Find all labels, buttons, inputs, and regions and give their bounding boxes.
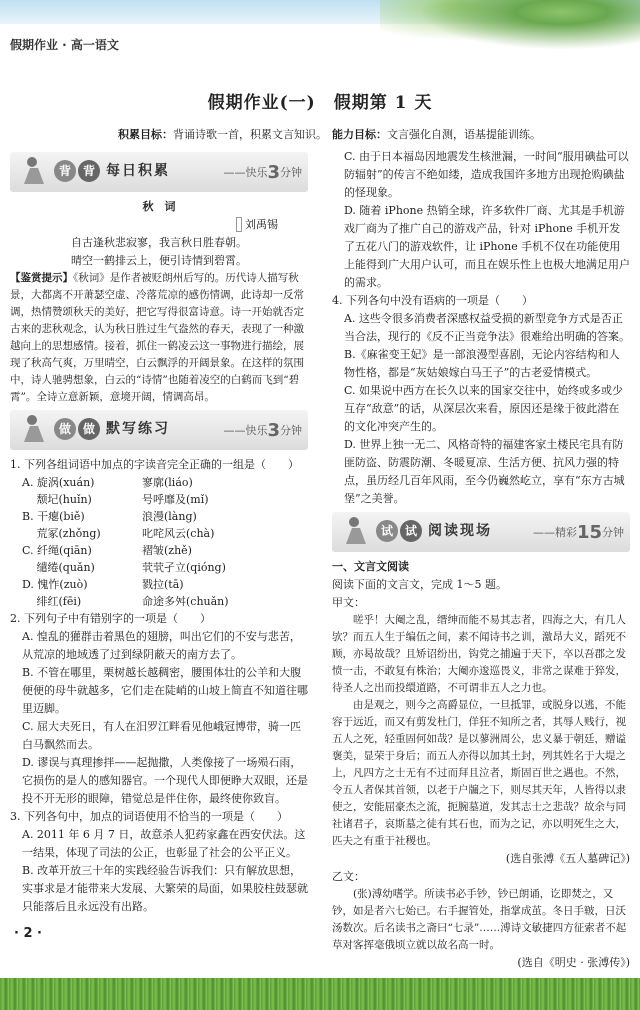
right-column bbox=[332, 148, 630, 972]
q2-stem: 2. 下列句子中有错别字的一项是（ ） bbox=[10, 612, 211, 625]
banner-title: 默写练习 bbox=[106, 421, 170, 437]
section-banner-dictation bbox=[10, 410, 308, 450]
goal-accumulation-text: 背诵诗歌一首，积累文言知识。 bbox=[173, 128, 327, 141]
passage-b-label: 乙文： bbox=[332, 870, 365, 883]
q3-option: B. 改革开放三十年的实践经验告诉我们：只有解放思想，实事求是才能带来大发展、大繁荣的局面，如果胶柱鼓瑟就只能落后且永远没有出路。 bbox=[22, 864, 308, 913]
page-number: · 2 · bbox=[14, 926, 42, 941]
goal-ability bbox=[332, 126, 541, 142]
poem-author: 刘禹锡 bbox=[10, 216, 278, 234]
q2-option: A. 惶乱的獾群击着黑色的翅膀，叫出它们的不安与悲苦，从荒凉的地域透了过到绿阴蔽天的南方去了。 bbox=[22, 630, 301, 661]
goal-accumulation-label: 积累目标： bbox=[118, 128, 173, 141]
q4-option: B.《麻雀变王妃》是一部浪漫型喜剧，无论内容结构和人物性格，都是“灰姑娘嫁白马王子”的古老爱情模式。 bbox=[344, 348, 620, 379]
leaves-decoration bbox=[380, 0, 640, 60]
banner-time: ——精彩15分钟 bbox=[532, 522, 624, 543]
left-column bbox=[10, 148, 308, 916]
reading-heading: 一、文言文阅读 bbox=[332, 560, 409, 573]
passage-b-source: (选自《明史 · 张溥传》) bbox=[517, 956, 630, 969]
q3-option: C. 由于日本福岛因地震发生核泄漏，一时间“服用碘盐可以防辐射”的传言不绝如缕，造成我国许多地方出现抢购碘盐的怪现象。 bbox=[344, 150, 629, 199]
q4-option: D. 世界上独一无二、风格奇特的福建客家土楼民宅具有防匪防盗、防震防潮、冬暖夏凉、生活方便、抗风力强的特点，虽历经几百年风雨，至今仍巍然屹立，享有“东方古城堡”之美誉。 bbox=[344, 438, 625, 505]
q4-option: A. 这些令很多消费者深感权益受损的新型竞争方式是否正当合法，现行的《反不正当竞争法》很难给出明确的答案。 bbox=[344, 312, 630, 343]
running-header: 假期作业 · 高一语文 bbox=[10, 38, 119, 52]
q3-option: D. 随着 iPhone 热销全球，许多软件厂商、尤其是手机游戏厂商为了推广自己的游戏产品，针对 iPhone 手机开发了五花八门的游戏软件，让 iPhone 手机不仅在功能使用上能得到广大用户认可，而且在娱乐性上也极大地满足用户的需求。 bbox=[344, 204, 630, 289]
grass-decoration bbox=[0, 978, 640, 1010]
student-figure-icon bbox=[338, 514, 372, 548]
q3-option: A. 2011 年 6 月 7 日，故意杀人犯药家鑫在西安伏法。这一结果，体现了司法的公正，也彰显了社会的公平正义。 bbox=[22, 828, 306, 859]
section-banner-daily bbox=[10, 152, 308, 192]
q3-stem: 3. 下列各句中，加点的词语使用不恰当的一项是（ ） bbox=[10, 810, 288, 823]
poem-line: 晴空一鹤排云上，便引诗情到碧霄。 bbox=[71, 254, 247, 267]
passage-a-paragraph: 嗟乎！大阉之乱，缙绅而能不易其志者，四海之大，有几人欤？而五人生于编伍之间，素不闻诗书之训，激昂大义，蹈死不顾，亦曷故哉？且矫诏纷出，钩党之捕遍于天下，卒以吾郡之发愤一击，不敢复有株治；大阉亦逡巡畏义，非常之谋难于猝发，待圣人之出而投缳道路，不可谓非五人之力也。 bbox=[332, 614, 626, 694]
q2-option: D. 谬误与真理掺拌——起抛撒，人类像接了一场殒石雨，它损伤的是人的感知器官。一个现代人即便睁大双眼，还是投不开无形的眼障，错觉总是伴住你，最终使你致盲。 bbox=[22, 756, 308, 805]
q4-stem: 4. 下列各句中没有语病的一项是（ ） bbox=[332, 294, 533, 307]
poem-title: 秋 词 bbox=[142, 200, 176, 213]
banner-title: 阅读现场 bbox=[428, 523, 492, 539]
poem-line: 自古逢秋悲寂寥，我言秋日胜春朝。 bbox=[71, 236, 247, 249]
goal-accumulation bbox=[118, 126, 327, 142]
banner-badge-1: 试 bbox=[376, 520, 398, 542]
passage-b-paragraph: (张)溥幼嗜学。所读书必手钞，钞已朗诵，讫即焚之，又钞，如是者六七始已。右手握管处，指掌成茧。冬日手皲，日沃汤数次。后名读书之斋曰“七录”……溥诗文敏捷四方征索者不起草对客挥毫俄顷立就以故名高一时。 bbox=[332, 888, 627, 951]
banner-badge-1: 背 bbox=[54, 160, 76, 182]
banner-title: 每日积累 bbox=[106, 163, 170, 179]
passage-a-label: 甲文： bbox=[332, 596, 365, 609]
reading-intro: 阅读下面的文言文，完成 1～5 题。 bbox=[332, 578, 507, 591]
passage-a-source: (选自张溥《五人墓碑记》) bbox=[505, 852, 630, 865]
banner-time: ——快乐3分钟 bbox=[223, 162, 302, 183]
q2-option: C. 屈大夫死日，有人在汨罗江畔看见他峨冠博带，骑一匹白马飘然而去。 bbox=[22, 720, 302, 751]
banner-badge-2: 试 bbox=[400, 520, 422, 542]
goal-ability-label: 能力目标： bbox=[332, 128, 387, 141]
appreciation-note: 【鉴赏提示】《秋词》是作者被贬朗州后写的。历代诗人描写秋景，大都离不开萧瑟空虚、冷落荒凉的感伤情调，此诗却一反常调，热情赞颂秋天的美好，把它写得很富诗意。诗一开始就否定古来的悲秋观念，认为秋日胜过生气盎然的春天，表现了一种激越向上的思想感情。接着，抓住一鹤凌云这一事物进行描绘，展现了秋高气爽，万里晴空，白云飘浮的开阔景象。在这样的氛围中，诗人驰骋想象，白云的“诗情”也随着凌空的白鹤而飞到“碧霄”。全诗立意新颖，意境开阔，情调高昂。 bbox=[10, 272, 304, 403]
passage-a-paragraph: 由是观之，则今之高爵显位，一旦抵罪，或脱身以逃，不能容于远近，而又有剪发杜门，佯狂不知所之者，其辱人贱行，视五人之死，轻重固何如哉？是以蓼洲周公，忠义暴于朝廷，赠谥褒美，显荣于身后；而五人亦得以加其土封，列其姓名于大堤之上，凡四方之士无有不过而拜且泣者，斯固百世之遇也。不然，令五人者保其首领，以老于户牖之下，则尽其天年，人皆得以隶使之，安能屈豪杰之流，扼腕墓道，发其志士之悲哉？故余与同社诸君子，哀斯墓之徒有其石也，而为之记，亦以明死生之大，匹夫之有重于社稷也。 bbox=[332, 699, 626, 847]
page-title: 假期作业(一) 假期第 1 天 bbox=[207, 93, 433, 113]
student-figure-icon bbox=[16, 412, 50, 446]
q1-stem: 1. 下列各组词语中加点的字读音完全正确的一组是（ ） bbox=[10, 458, 299, 471]
q1-options: A. 旋涡(xuán) 寥廓(liáo) 颓圮(huǐn) 号呼靡及(mǐ) B. 干瘪(biě) 浪漫(làng) 荒冢(zhǒng) 叱咤风云(chà) C. 纤绳(qiān) 褶皱(zhě) 缱绻(quǎn) 茕茕孑立(qióng) D. 愧怍(zuò) 戮拉(tā) 绯红(fēi) 命途多舛(chuǎn) bbox=[22, 476, 229, 608]
banner-badge-2: 做 bbox=[78, 418, 100, 440]
q2-option: B. 不管在哪里，栗树越长越稠密，腰围体壮的公羊和大腹便便的母牛就越多，它们走在陡峭的山坡上简直不知道往哪里迈脚。 bbox=[22, 666, 308, 715]
banner-time: ——快乐3分钟 bbox=[223, 420, 302, 441]
banner-badge-2: 背 bbox=[78, 160, 100, 182]
section-banner-reading bbox=[332, 512, 630, 552]
banner-badge-1: 做 bbox=[54, 418, 76, 440]
q4-option: C. 如果说中西方在长久以来的国家交往中，始终或多或少互存“敌意”的话，从深层次来看，原因还是缘于彼此潜在的文化冲突产生的。 bbox=[344, 384, 624, 433]
student-figure-icon bbox=[16, 154, 50, 188]
goal-ability-text: 文言强化自测，语基提能训练。 bbox=[387, 128, 541, 141]
